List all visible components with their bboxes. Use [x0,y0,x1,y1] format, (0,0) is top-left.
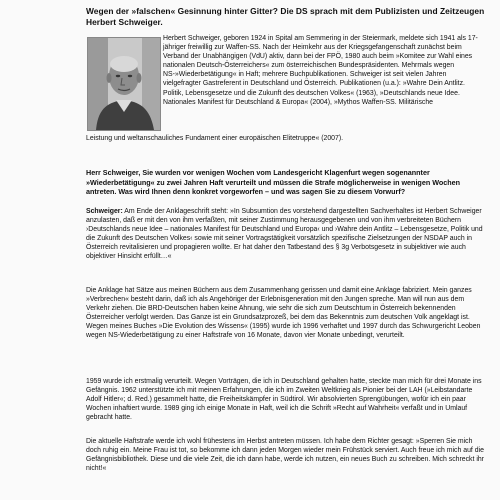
interview-question: Herr Schweiger, Sie wurden vor wenigen Wochen vom Landesgericht Klagenfurt wegen sogenannter »Wiederbetätigung« zu zwei Jahren Haft verurteilt und müssen die Strafe möglicherweise in wenigen Wochen antreten. Was wird Ihnen denn konkret vorgeworfen – und was sagen Sie zu diesem Vorwurf? [86,168,461,197]
answer-paragraph: Die Anklage hat Sätze aus meinen Büchern aus dem Zusammenhang gerissen und damit eine Anklage fabriziert. Mein ganzes »Verbrechen« besteht darin, daß ich als Angehöriger der Erlebnisgeneration mit den Jungen spreche. Man will nun aus dem Verkehr ziehen. Die BRD-Deutschen haben keine Ahnung, wie sehr die sich zum Deutschtum in Österreich bekennenden Österreicher verfolgt werden. Das Ganze ist ein Grundsatzprozeß, bei dem das Bekenntnis zum deutschen Volk angeklagt ist. Wegen meines Buches »Die Evolution des Wissens« (1995) wurde ich 1996 verhaftet und 1997 durch das Schwurgericht Leoben wegen NS-Wiederbetätigung zu einer Haftstrafe von 16 Monate, davon vier Monate unbedingt, verurteilt. [86,287,481,340]
portrait-image [88,38,160,130]
speaker-label: Schweiger: [86,208,123,215]
portrait-photo [87,37,161,131]
answer-paragraph: 1959 wurde ich erstmalig verurteilt. Wegen Vorträgen, die ich in Deutschland gehalten hatte, steckte man mich für drei Monate ins Gefängnis. 1962 unterstützte ich mit meinen Erfahrungen, die ich im Zweiten Weltkrieg als Pionier bei der LAH (»Leibstandarte Adolf Hitler«; d. Red.) gesammelt hatte, die Freiheitskämpfer in Südtirol. Wir absolvierten Sprengübungen, wofür ich ein paar Wochen inhaftiert wurde. 1989 ging ich einige Monate in Haft, weil ich die Schrift »Recht auf Wahrheit« verfaßt und in Umlauf gebracht hatte. [86,378,482,422]
author-biography-continued: Leistung und weltanschauliches Fundament einer europäischen Elitetruppe« (2007). [86,135,344,142]
answer-text: Am Ende der Anklageschrift steht: »In Subsumtion des vorstehend dargestellten Sachverhaltes ist Herbert Schweiger anzulasten, daß er mit den von ihm verfaßten, mit seiner Zustimmung herausgegebenen und von ihm verbreiteten Büchern ›Deutschlands neue Idee – nationales Manifest für Deutschland und Europa‹ und ›Wahre dein Antlitz – Lebensgesetze, Politik und die Zukunft des Deutschen Volkes‹ sowie mit seiner Vortragstätigkeit vorsätzlich spezifische Zielsetzungen der NSDAP auch in Österreich revitalisieren und propagieren wollte. Er hat daher den Tatbestand des § 3g Verbotsgesetz in subjektiver wie auch objektiver Hinsicht erfüllt…« [86,208,483,261]
answer-paragraph: Die aktuelle Haftstrafe werde ich wohl frühestens im Herbst antreten müssen. Ich habe dem Richter gesagt: »Sperren Sie mich doch ruhig ein. Meine Frau ist tot, so bekomme ich dann jeden Morgen wieder mein Frühstück serviert. Auch freue ich mich auf die Gefängnisbibliothek. Diese und die viele Zeit, die ich dann habe, werde ich nutzen, ein neues Buch zu schreiben. Mich schreckt ihr nicht!« [86,438,484,473]
author-biography: Herbert Schweiger, geboren 1924 in Spital am Semmering in der Steiermark, meldete sich 1941 als 17-jähriger freiwillig zur Waffen-SS. Nach der Heimkehr aus der Kriegsgefangenschaft zunächst beim Verband der Unabhängigen (VdU) aktiv, dann bei der FPÖ, 1980 auch beim »Komitee zur Wahl eines nationalen Deutsch-Österreichers« zum österreichischen Bundespräsidenten. Mehrmals wegen NS-»Wiederbetätigung« in Haft; mehrere Buchpublikationen. Schweiger ist seit vielen Jahren vielgefragter Gastreferent in Deutschland und Österreich. Publikationen (u.a.): »Wahre Dein Antlitz. Politik, Lebensgesetze und die Zukunft des deutschen Volkes« (1963), »Deutschlands neue Idee. Nationales Manifest für Deutschland & Europa« (2004), »Mythos Waffen-SS. Militärische [163,35,478,106]
answer-paragraph [86,207,486,262]
article-headline: Wegen der »falschen« Gesinnung hinter Gitter? Die DS sprach mit dem Publizisten und Zeitzeugen Herbert Schweiger. [86,6,485,27]
